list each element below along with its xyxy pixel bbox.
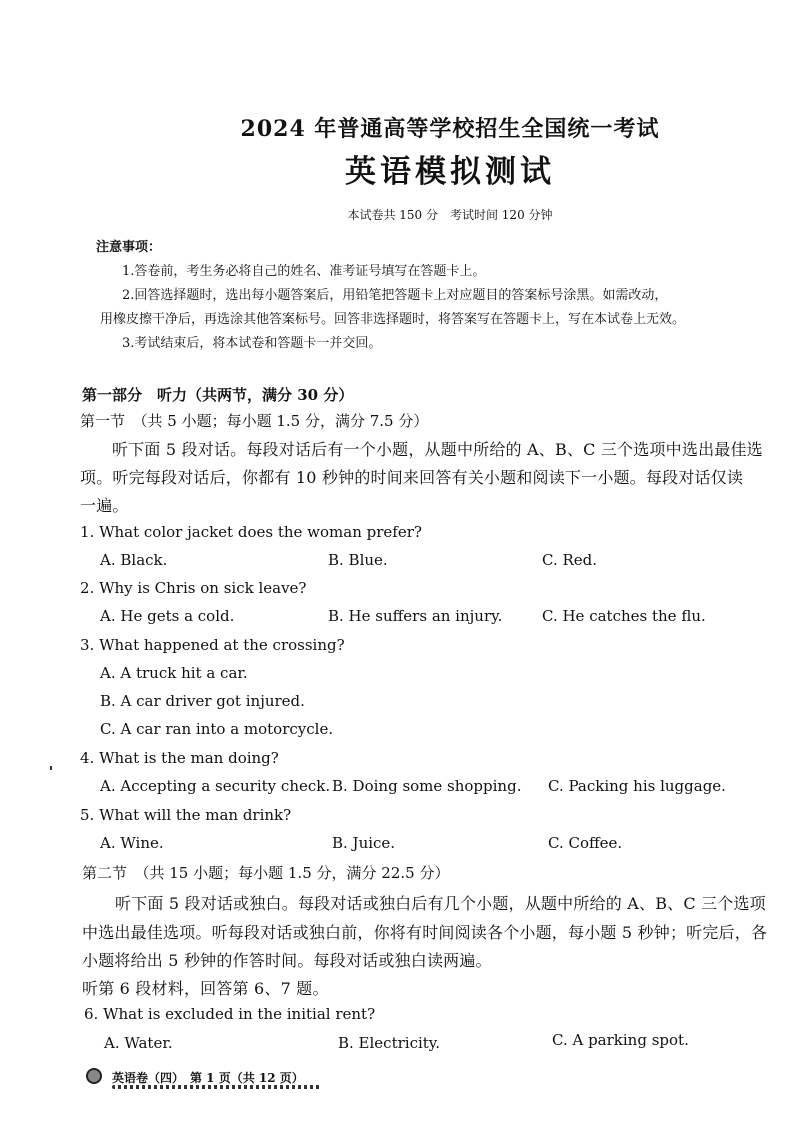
footer-wavy-underline (112, 1085, 322, 1089)
section1-instruction-3: 一遍。 (80, 496, 129, 515)
option-c: C. A parking spot. (552, 1031, 689, 1049)
question-stem: 1. What color jacket does the woman prefer? (80, 523, 422, 541)
option-c: C. Packing his luggage. (548, 777, 726, 795)
section2-instruction-1: 听下面 5 段对话或独白。每段对话或独白后有几个小题，从题中所给的 A、B、C 三个选项 (115, 894, 766, 913)
option-b: B. Electricity. (338, 1034, 441, 1052)
option-b: B. A car driver got injured. (100, 692, 305, 710)
notice-line-2: 2.回答选择题时，选出每小题答案后，用铅笔把答题卡上对应题目的答案标号涂黑。如需改动， (122, 288, 668, 303)
question-stem: 5. What will the man drink? (80, 806, 292, 824)
notice-title: 注意事项： (96, 240, 162, 255)
material-note: 听第 6 段材料，回答第 6、7 题。 (82, 979, 329, 998)
section1-instruction-1: 听下面 5 段对话。每段对话后有一个小题，从题中所给的 A、B、C 三个选项中选出最佳选 (112, 440, 763, 459)
option-c: C. Coffee. (548, 834, 623, 852)
question-stem: 2. Why is Chris on sick leave? (80, 579, 307, 597)
option-b: B. He suffers an injury. (328, 607, 503, 625)
question-stem: 6. What is excluded in the initial rent? (84, 1005, 376, 1023)
option-a: A. He gets a cold. (100, 607, 235, 625)
exam-title-line2: 英语模拟测试 (345, 154, 555, 190)
part1-title: 第一部分 听力（共两节，满分 30 分） (82, 386, 354, 404)
option-a: A. Black. (100, 551, 168, 569)
question-stem: 3. What happened at the crossing? (80, 636, 345, 654)
option-a: A. Water. (104, 1034, 173, 1052)
option-a: A. Accepting a security check. (100, 777, 331, 795)
option-b: B. Doing some shopping. (332, 777, 522, 795)
circle-logo-icon (86, 1068, 102, 1084)
option-a: A. A truck hit a car. (100, 664, 248, 682)
notice-line-1: 1.答卷前，考生务必将自己的姓名、准考证号填写在答题卡上。 (122, 264, 486, 279)
option-c: C. He catches the flu. (542, 607, 706, 625)
section1-title: 第一节 （共 5 小题；每小题 1.5 分，满分 7.5 分） (80, 412, 429, 430)
section2-instruction-3: 小题将给出 5 秒钟的作答时间。每段对话或独白读两遍。 (82, 951, 492, 970)
page-footer: 英语卷（四） 第 1 页（共 12 页） (112, 1071, 304, 1085)
exam-info: 本试卷共 150 分 考试时间 120 分钟 (347, 208, 553, 222)
section1-instruction-2: 项。听完每段对话后，你都有 10 秒钟的时间来回答有关小题和阅读下一小题。每段对话仅读 (80, 468, 744, 487)
notice-line-3: 用橡皮擦干净后，再选涂其他答案标号。回答非选择题时，将答案写在答题卡上，写在本试卷上无效。 (100, 312, 686, 327)
option-c: C. A car ran into a motorcycle. (100, 720, 334, 738)
option-b: B. Blue. (328, 551, 388, 569)
option-b: B. Juice. (332, 834, 396, 852)
margin-mark (50, 766, 52, 770)
option-c: C. Red. (542, 551, 598, 569)
option-a: A. Wine. (100, 834, 164, 852)
exam-title-line1: 2024 年普通高等学校招生全国统一考试 (240, 116, 660, 142)
notice-line-4: 3.考试结束后，将本试卷和答题卡一并交回。 (122, 336, 382, 351)
section2-title: 第二节 （共 15 小题；每小题 1.5 分，满分 22.5 分） (82, 864, 450, 882)
question-stem: 4. What is the man doing? (80, 749, 279, 767)
section2-instruction-2: 中选出最佳选项。听每段对话或独白前，你将有时间阅读各个小题，每小题 5 秒钟；听完后，各 (82, 923, 768, 942)
